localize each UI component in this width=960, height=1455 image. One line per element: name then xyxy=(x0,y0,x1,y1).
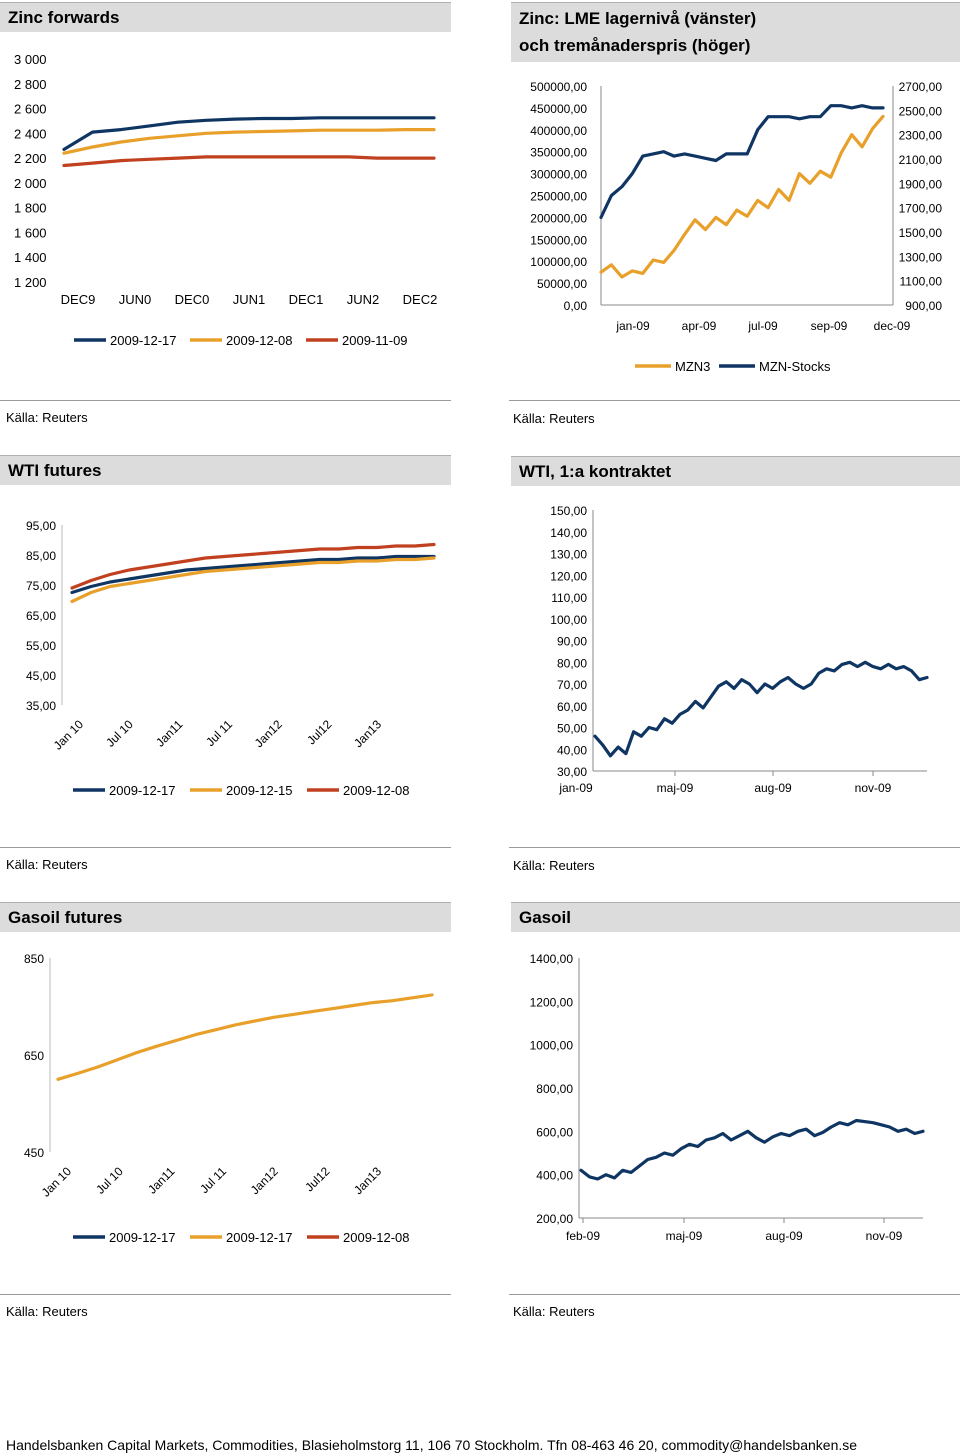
legend-label: 2009-12-08 xyxy=(343,1230,410,1245)
x-tick-label: Jul12 xyxy=(304,717,335,748)
chart-zinc-forwards xyxy=(0,34,451,404)
legend-label: MZN-Stocks xyxy=(759,359,831,374)
y-tick-label-left: 400000,00 xyxy=(530,123,587,138)
chart-title: Gasoil futures xyxy=(0,902,451,932)
x-tick-label: Jul 10 xyxy=(103,717,136,750)
y-tick-label: 1 200 xyxy=(14,275,47,290)
y-tick-label: 1 400 xyxy=(14,250,47,266)
series-line xyxy=(64,157,434,166)
x-tick-label: Jan11 xyxy=(153,717,186,750)
y-tick-label-right: 2500,00 xyxy=(898,104,942,119)
y-tick-label-right: 1900,00 xyxy=(898,177,942,192)
y-tick-label: 2 000 xyxy=(14,175,47,191)
legend-label: 2009-12-15 xyxy=(226,783,293,798)
y-tick-label-right: 1300,00 xyxy=(898,250,942,265)
legend-label: 2009-12-17 xyxy=(110,333,177,348)
y-tick-label-left: 200000,00 xyxy=(530,211,587,226)
panel-gasoil-futures xyxy=(0,902,451,1282)
legend-label: 2009-11-09 xyxy=(342,333,408,348)
source-label: Källa: Reuters xyxy=(513,1304,595,1319)
y-tick-label-left: 300000,00 xyxy=(530,167,587,182)
y-tick-label-left: 350000,00 xyxy=(530,145,587,160)
y-tick-label: 130,00 xyxy=(550,547,587,562)
chart-title: Zinc forwards xyxy=(0,2,451,32)
x-tick-label: maj-09 xyxy=(665,1229,703,1243)
chart-title: WTI futures xyxy=(0,455,451,485)
y-tick-label-right: 1500,00 xyxy=(898,226,942,240)
source-divider xyxy=(0,400,451,401)
y-tick-label: 400,00 xyxy=(536,1168,573,1183)
panel-zinc-forwards xyxy=(0,2,451,442)
x-tick-label: nov-09 xyxy=(854,781,892,795)
y-tick-label: 65,00 xyxy=(25,609,56,623)
x-tick-label: jan-09 xyxy=(616,319,650,333)
y-tick-label: 70,00 xyxy=(556,678,587,692)
x-tick-label: Jul 11 xyxy=(203,717,236,750)
legend-label: 2009-12-17 xyxy=(109,783,176,798)
y-tick-label: 1400,00 xyxy=(529,952,573,966)
x-tick-label: Jan13 xyxy=(351,1164,385,1198)
source-label: Källa: Reuters xyxy=(513,411,595,426)
y-tick-label: 850 xyxy=(23,952,44,966)
x-tick-label: JUN1 xyxy=(232,292,266,307)
x-tick-label: Jan12 xyxy=(251,717,285,751)
x-tick-label: jan-09 xyxy=(559,781,593,795)
x-tick-label: apr-09 xyxy=(681,319,717,333)
chart-title xyxy=(511,2,960,62)
chart-wti-front xyxy=(511,488,960,838)
x-tick-label: Jul 10 xyxy=(93,1164,126,1197)
x-tick-label: aug-09 xyxy=(765,1229,803,1243)
x-tick-label: aug-09 xyxy=(754,781,792,795)
y-tick-label: 75,00 xyxy=(25,579,56,593)
chart-title-line-2: och tremånaderspris (höger) xyxy=(519,36,751,55)
chart-title: Gasoil xyxy=(511,902,960,932)
x-tick-label: DEC2 xyxy=(402,292,438,307)
x-tick-label: Jan 10 xyxy=(38,1164,75,1200)
series-line xyxy=(58,995,432,1079)
source-label: Källa: Reuters xyxy=(6,1304,88,1319)
y-tick-label: 1200,00 xyxy=(529,995,573,1010)
x-tick-label: feb-09 xyxy=(565,1229,601,1243)
x-tick-label: DEC0 xyxy=(174,292,210,307)
chart-zinc-lme xyxy=(511,64,960,384)
y-tick-label: 200,00 xyxy=(536,1212,573,1226)
source-label: Källa: Reuters xyxy=(513,858,595,873)
y-tick-label: 120,00 xyxy=(550,569,587,584)
chart-gasoil xyxy=(511,934,960,1284)
y-tick-label-left: 0,00 xyxy=(563,299,587,313)
source-divider xyxy=(509,847,960,848)
y-tick-label: 55,00 xyxy=(25,639,56,653)
x-tick-label: sep-09 xyxy=(810,319,848,333)
y-tick-label-right: 2100,00 xyxy=(898,153,942,167)
y-tick-label-left: 500000,00 xyxy=(530,80,587,94)
x-tick-label: jul-09 xyxy=(748,319,778,333)
y-tick-label-left: 450000,00 xyxy=(530,101,587,116)
x-tick-label: Jul12 xyxy=(302,1164,333,1195)
y-tick-label: 2 600 xyxy=(14,101,47,117)
y-tick-label-left: 100000,00 xyxy=(530,255,587,270)
legend-label: 2009-12-08 xyxy=(343,783,410,798)
legend-label: 2009-12-17 xyxy=(109,1230,176,1245)
x-tick-label: DEC1 xyxy=(288,292,324,307)
x-tick-label: nov-09 xyxy=(865,1229,903,1243)
x-tick-label: JUN0 xyxy=(118,292,152,307)
y-tick-label: 2 200 xyxy=(14,151,47,167)
legend-label: 2009-12-08 xyxy=(226,333,293,348)
y-tick-label-left: 250000,00 xyxy=(530,189,587,204)
y-tick-label: 1000,00 xyxy=(529,1038,573,1053)
series-line xyxy=(581,1121,923,1180)
y-tick-label-right: 2700,00 xyxy=(898,80,942,94)
y-tick-label: 95,00 xyxy=(25,519,56,533)
y-tick-label-left: 50000,00 xyxy=(536,277,587,292)
y-tick-label: 3 000 xyxy=(14,52,47,67)
x-tick-label: Jul 11 xyxy=(197,1164,230,1197)
series-line xyxy=(64,130,434,154)
panel-wti-futures xyxy=(0,455,451,835)
y-tick-label: 100,00 xyxy=(550,612,587,627)
y-tick-label-right: 1700,00 xyxy=(898,201,942,216)
chart-wti-futures xyxy=(0,487,451,837)
chart-gasoil-futures xyxy=(0,934,451,1284)
source-divider xyxy=(0,847,451,848)
source-divider xyxy=(509,400,960,401)
x-tick-label: JUN2 xyxy=(346,292,380,307)
x-tick-label: Jan13 xyxy=(351,717,385,751)
y-tick-label: 110,00 xyxy=(551,591,587,605)
y-tick-label: 800,00 xyxy=(536,1082,573,1096)
y-tick-label: 50,00 xyxy=(556,721,587,736)
panel-zinc-lme xyxy=(511,2,960,442)
y-tick-label: 2 800 xyxy=(14,76,47,92)
y-tick-label: 1 800 xyxy=(14,200,47,216)
y-tick-label: 600,00 xyxy=(536,1125,573,1140)
x-tick-label: dec-09 xyxy=(873,319,911,333)
y-tick-label-right: 900,00 xyxy=(905,299,942,313)
y-tick-label: 85,00 xyxy=(25,549,56,563)
source-label: Källa: Reuters xyxy=(6,410,88,425)
y-tick-label: 80,00 xyxy=(556,656,587,671)
y-tick-label: 30,00 xyxy=(556,765,587,779)
y-tick-label: 650 xyxy=(23,1049,44,1063)
legend-label: MZN3 xyxy=(675,359,711,374)
y-tick-label-right: 1100,00 xyxy=(899,274,942,289)
source-divider xyxy=(0,1294,451,1295)
page-footer: Handelsbanken Capital Markets, Commodities, Blasieholmstorg 11, 106 70 Stockholm. Tfn 08-463 46 20, commodity@handelsbanken.se xyxy=(6,1437,858,1453)
legend-label: 2009-12-17 xyxy=(226,1230,293,1245)
y-tick-label: 450 xyxy=(23,1146,44,1160)
series-line xyxy=(601,116,883,277)
y-tick-label: 150,00 xyxy=(550,504,587,518)
y-tick-label: 90,00 xyxy=(556,634,587,649)
y-tick-label-left: 150000,00 xyxy=(530,233,587,248)
y-tick-label: 45,00 xyxy=(25,669,56,683)
y-tick-label: 2 400 xyxy=(14,126,47,142)
y-tick-label: 1 600 xyxy=(14,225,47,241)
panel-gasoil xyxy=(511,902,960,1282)
y-tick-label: 140,00 xyxy=(550,525,587,540)
y-tick-label: 35,00 xyxy=(25,699,56,713)
series-line xyxy=(64,118,434,150)
x-tick-label: Jan12 xyxy=(247,1164,281,1198)
source-label: Källa: Reuters xyxy=(6,857,88,872)
x-tick-label: maj-09 xyxy=(656,781,694,795)
y-tick-label-right: 2300,00 xyxy=(898,128,942,143)
x-tick-label: Jan 10 xyxy=(50,717,87,753)
chart-title-line-1: Zinc: LME lagernivå (vänster) xyxy=(519,9,757,28)
series-line xyxy=(595,662,927,756)
y-tick-label: 40,00 xyxy=(556,743,587,758)
chart-title: WTI, 1:a kontraktet xyxy=(511,456,960,486)
panel-wti-front xyxy=(511,456,960,836)
series-line xyxy=(601,106,883,218)
y-tick-label: 60,00 xyxy=(556,699,587,714)
source-divider xyxy=(509,1294,960,1295)
x-tick-label: Jan11 xyxy=(145,1164,178,1197)
x-tick-label: DEC9 xyxy=(60,292,96,307)
